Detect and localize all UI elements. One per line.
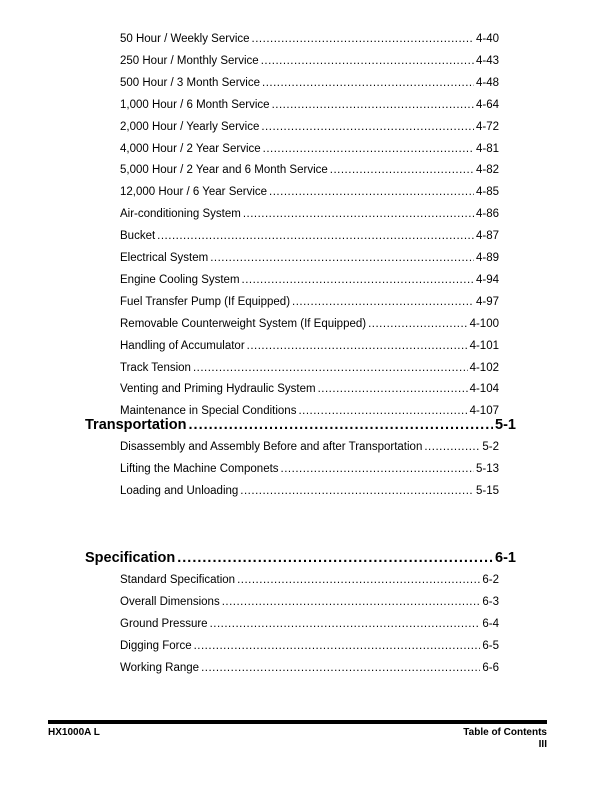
toc-entry[interactable] [120, 186, 499, 200]
toc-entry-page: 4-86 [475, 208, 499, 221]
toc-entry-page: 4-48 [475, 76, 499, 89]
dot-leader [368, 318, 467, 330]
toc-entry[interactable] [120, 77, 499, 91]
toc-entry-page: 4-85 [475, 186, 499, 199]
toc-entry[interactable] [120, 574, 499, 588]
footer-section: Table of Contents [463, 727, 547, 738]
toc-entry-page: 6-2 [482, 574, 499, 586]
toc-entry-title: Venting and Priming Hydraulic System [120, 383, 316, 396]
toc-entry-page: 5-15 [475, 484, 499, 497]
dot-leader [298, 405, 467, 417]
toc-entry-page: 4-101 [469, 339, 499, 352]
toc-entry-page: 4-72 [475, 120, 499, 133]
toc-entry-title: Engine Cooling System [120, 273, 240, 286]
dot-leader [292, 296, 474, 308]
toc-section-heading-title: Transportation [85, 417, 187, 433]
toc-entry-page: 4-94 [475, 273, 499, 286]
toc-entry-title: Loading and Unloading [120, 484, 239, 497]
dot-leader [189, 417, 494, 433]
toc-entry[interactable] [120, 164, 499, 178]
toc-entry[interactable] [120, 274, 499, 288]
dot-leader [424, 441, 480, 453]
toc-entry[interactable] [120, 383, 499, 397]
toc-entry[interactable] [120, 463, 499, 477]
footer-rule [48, 720, 547, 724]
toc-entry-page: 4-89 [475, 252, 499, 264]
toc-entry[interactable] [120, 640, 499, 654]
toc-entry-title: Removable Counterweight System (If Equipped) [120, 317, 367, 330]
toc-entry[interactable] [120, 662, 499, 676]
toc-entry-page: 4-64 [475, 98, 499, 111]
toc-entry[interactable] [120, 441, 499, 455]
dot-leader [240, 485, 474, 497]
toc-entry-title: Maintenance in Special Conditions [120, 405, 297, 418]
toc-entry[interactable] [120, 340, 499, 354]
toc-entry-title: 12,000 Hour / 6 Year Service [120, 186, 268, 199]
dot-leader [269, 186, 474, 198]
toc-entry-title: 1,000 Hour / 6 Month Service [120, 98, 270, 111]
dot-leader [262, 77, 474, 89]
dot-leader [222, 596, 481, 608]
toc-entry[interactable] [120, 485, 499, 499]
dot-leader [318, 383, 468, 395]
dot-leader [237, 574, 480, 586]
dot-leader [330, 164, 474, 176]
toc-entry-page: 4-107 [469, 405, 499, 418]
dot-leader [263, 143, 474, 155]
toc-entry-title: Overall Dimensions [120, 595, 220, 608]
toc-entry-page: 6-5 [482, 639, 499, 652]
toc-entry-page: 4-87 [475, 230, 499, 243]
toc-entry[interactable] [120, 143, 499, 157]
toc-entry[interactable] [120, 99, 499, 113]
toc-entry-title: Working Range [120, 661, 200, 674]
toc-entry-title: Electrical System [120, 252, 209, 264]
toc-section-heading[interactable] [85, 417, 516, 435]
toc-entry-page: 4-81 [475, 142, 499, 155]
toc-entry-title: Track Tension [120, 361, 191, 374]
toc-entry-page: 4-102 [469, 361, 499, 374]
dot-leader [157, 230, 474, 242]
toc-section-heading-page: 5-1 [495, 417, 516, 433]
toc-section-heading-page: 6-1 [495, 550, 516, 566]
toc-entry[interactable] [120, 618, 499, 632]
footer-model: HX1000A L [48, 727, 100, 738]
toc-entry-title: 500 Hour / 3 Month Service [120, 76, 260, 89]
toc-section-heading-title: Specification [85, 550, 176, 566]
dot-leader [243, 208, 474, 220]
toc-entry[interactable] [120, 362, 499, 376]
toc-entry-title: 2,000 Hour / Yearly Service [120, 120, 260, 133]
toc-entry-page: 4-82 [475, 164, 499, 177]
dot-leader [272, 99, 474, 111]
dot-leader [247, 340, 468, 352]
toc-entry-title: Standard Specification [120, 574, 236, 586]
dot-leader [201, 662, 480, 674]
dot-leader [261, 121, 474, 133]
toc-entry-title: 250 Hour / Monthly Service [120, 54, 259, 67]
footer-page-number: III [538, 739, 547, 750]
toc-entry[interactable] [120, 230, 499, 244]
toc-entry-title: Digging Force [120, 639, 192, 652]
toc-entry-page: 5-2 [482, 441, 499, 453]
toc-entry[interactable] [120, 33, 499, 47]
dot-leader [281, 463, 474, 475]
toc-entry[interactable] [120, 55, 499, 69]
toc-entry-title: Handling of Accumulator [120, 339, 245, 352]
toc-entry-title: 50 Hour / Weekly Service [120, 33, 250, 45]
dot-leader [194, 640, 481, 652]
toc-entry-title: Lifting the Machine Componets [120, 462, 279, 475]
toc-section-heading[interactable] [85, 550, 516, 568]
toc-entry-title: Ground Pressure [120, 617, 208, 630]
dot-leader [177, 550, 493, 566]
toc-entry[interactable] [120, 208, 499, 222]
toc-entry-title: Fuel Transfer Pump (If Equipped) [120, 295, 291, 308]
toc-entry-title: 5,000 Hour / 2 Year and 6 Month Service [120, 164, 328, 177]
toc-entry[interactable] [120, 318, 499, 332]
dot-leader [242, 274, 474, 286]
toc-entry-page: 6-6 [482, 661, 499, 674]
toc-entry-page: 4-40 [475, 33, 499, 45]
toc-entry-title: Bucket [120, 230, 156, 243]
dot-leader [193, 362, 468, 374]
toc-entry-page: 4-97 [475, 295, 499, 308]
dot-leader [252, 33, 474, 45]
toc-entry-title: Disassembly and Assembly Before and after Transportation [120, 441, 423, 453]
toc-entry-page: 4-100 [469, 317, 499, 330]
toc-entry[interactable] [120, 596, 499, 610]
toc-entry-page: 5-13 [475, 462, 499, 475]
toc-entry[interactable] [120, 121, 499, 135]
toc-entry-page: 4-43 [475, 54, 499, 67]
toc-entry-title: Air-conditioning System [120, 208, 241, 221]
toc-entry[interactable] [120, 252, 499, 266]
dot-leader [210, 618, 481, 630]
dot-leader [261, 55, 474, 67]
dot-leader [210, 252, 474, 264]
toc-entry-page: 4-104 [469, 383, 499, 396]
toc-entry-title: 4,000 Hour / 2 Year Service [120, 142, 261, 155]
toc-entry[interactable] [120, 296, 499, 310]
toc-entry-page: 6-4 [482, 617, 499, 630]
toc-entry-page: 6-3 [482, 595, 499, 608]
